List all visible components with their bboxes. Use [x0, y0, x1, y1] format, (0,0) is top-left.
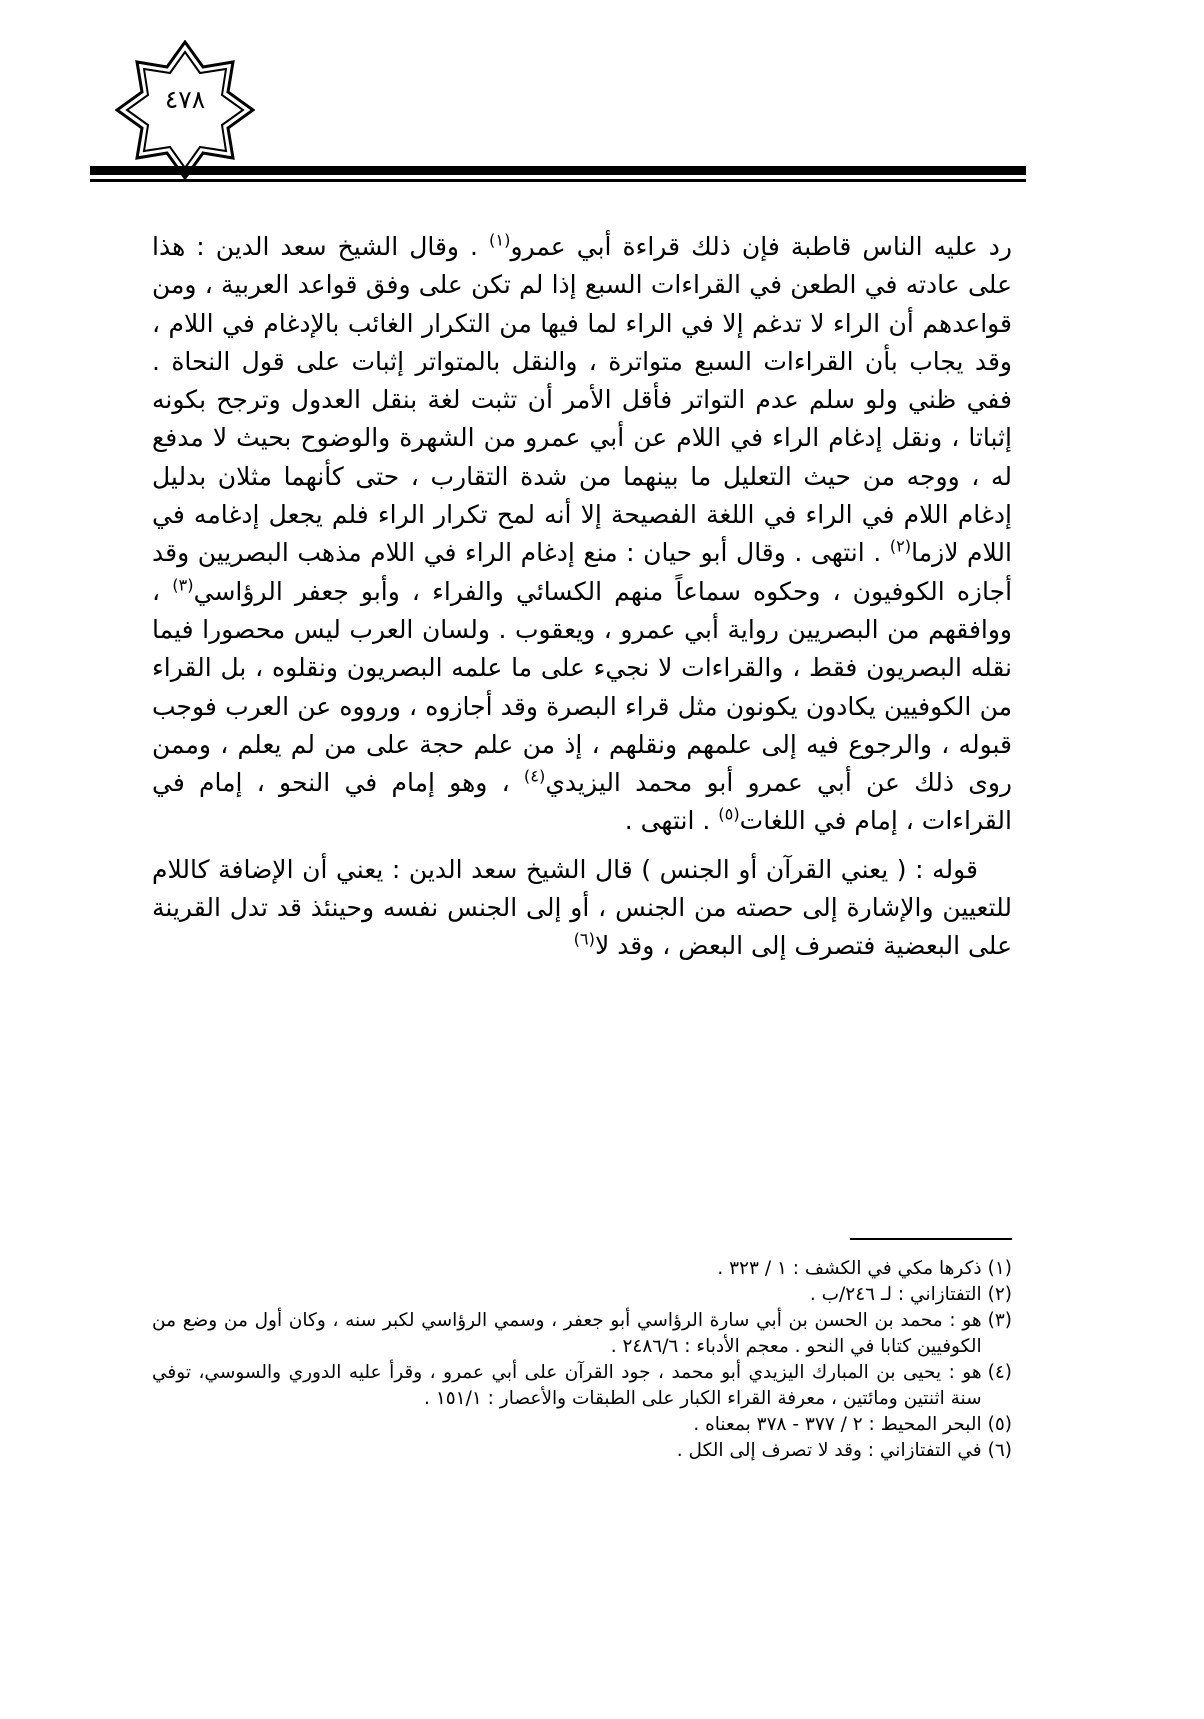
body-text: قوله : ( يعني القرآن أو الجنس ) قال الشيخ سعد الدين : يعني أن الإضافة كاللام للتعيين والإشارة إلى حصته من الجنس ، أو إلى الجنس نفسه وحينئذ قد تدل القرينة على البعضية فتصرف إلى البعض ، وقد لا [152, 854, 1012, 961]
body-text: ، ووافقهم من البصريين رواية أبي عمرو ، ويعقوب . ولسان العرب ليس محصورا فيما نقله البصريون فقط ، والقراءات لا نجيء على ما علمه البصريون ونقلوه ، بل القراء من الكوفيين يكادون يكونون مثل قراء البصرة وقد أجازوه ، ورووه عن العرب فوجب قبوله ، والرجوع فيه إلى علمهم ونقلهم ، إذ من علم حجة على من لم يعلم ، وممن روى ذلك عن أبي عمرو أبو محمد اليزيدي [152, 576, 1013, 798]
footnote-text: التفتازاني : لـ ٢٤٦/ب . [809, 1284, 982, 1305]
footnote-item [152, 1438, 1012, 1464]
page-number: ٤٧٨ [164, 85, 206, 114]
footnote-number: (٤) [987, 1362, 1012, 1383]
footnote-item [152, 1282, 1012, 1308]
footnote-marker: (٤) [523, 766, 546, 786]
footnote-text: هو : يحيى بن المبارك اليزيدي أبو محمد ، جود القرآن على أبي عمرو ، وقرأ عليه الدوري والسوسي، توفي سنة اثنتين ومائتين ، معرفة القراء الكبار على الطبقات والأعصار : ١٥١/١ . [152, 1362, 982, 1409]
body-text: . انتهى . [624, 806, 719, 836]
footnote-number: (١) [987, 1258, 1012, 1279]
footnote-item [152, 1308, 1012, 1360]
footnote-number: (٢) [987, 1284, 1012, 1305]
body-text: . انتهى . وقال أبو حيان : منع إدغام الراء في اللام مذهب البصريين وقد أجازه الكوفيون ، وحكوه سماعاً منهم الكسائي والفراء ، وأبو جعفر الرؤاسي [152, 538, 1013, 606]
footnote-text: في التفتازاني : وقد لا تصرف إلى الكل . [676, 1440, 982, 1461]
footnote-marker: (١) [489, 230, 511, 250]
footnote-number: (٦) [987, 1440, 1012, 1461]
footnote-marker: (٥) [718, 805, 740, 825]
body-paragraph [152, 228, 1012, 841]
header-rule-thick [90, 166, 1026, 175]
footnotes [152, 1256, 1012, 1464]
footnote-number: (٥) [987, 1414, 1012, 1435]
footnote-item [152, 1360, 1012, 1412]
header-rule-thin [90, 179, 1026, 182]
main-text [152, 228, 1012, 966]
footnote-text: ذكرها مكي في الكشف : ١ / ٣٢٣ . [717, 1258, 982, 1279]
footnote-number: (٣) [987, 1310, 1012, 1331]
body-text: رد عليه الناس قاطبة فإن ذلك قراءة أبي عمرو [510, 232, 1013, 261]
footnote-text: هو : محمد بن الحسن بن أبي سارة الرؤاسي أبو جعفر ، وسمي الرؤاسي لكبر سنه ، وكان أول من وضع من الكوفيين كتابا في النحو . معجم الأدباء : ٢٤٨٦/٦ . [152, 1310, 982, 1357]
body-paragraph [152, 851, 1012, 966]
footnote-marker: (٢) [889, 537, 912, 557]
footnote-item [152, 1412, 1012, 1438]
footnote-separator [850, 1238, 1012, 1240]
body-text: ، وهو إمام في النحو ، إمام في القراءات ، إمام في اللغات [152, 768, 1012, 836]
footnote-text: البحر المحيط : ٢ / ٣٧٧ - ٣٧٨ بمعناه . [693, 1414, 982, 1435]
footnote-item [152, 1256, 1012, 1282]
footnote-marker: (٦) [573, 930, 595, 950]
body-text: . وقال الشيخ سعد الدين : هذا على عادته في الطعن في القراءات السبع إذا لم تكن على وفق قواعد العربية ، ومن قواعدهم أن الراء لا تدغم إلا في الراء لما فيها من التكرار الغائب بالإدغام في اللام ، وقد يجاب بأن القراءات السبع متواترة ، والنقل بالمتواتر إثبات على قول النحاة . ففي ظني ولو سلم عدم التواتر فأقل الأمر أن تثبت لغة بنقل العدول وترجح بكونه إثباتا ، ونقل إدغام الراء في اللام عن أبي عمرو من الشهرة والوضوح بحيث لا مدفع له ، ووجه من حيث التعليل ما بينهما من شدة التقارب ، حتى كأنهما مثلان بدليل إدغام اللام في الراء في اللغة الفصيحة إلا أنه لمح تكرار الراء فلم يجعل إدغامه في اللام لازما [152, 232, 1012, 568]
footnote-marker: (٣) [172, 575, 194, 595]
